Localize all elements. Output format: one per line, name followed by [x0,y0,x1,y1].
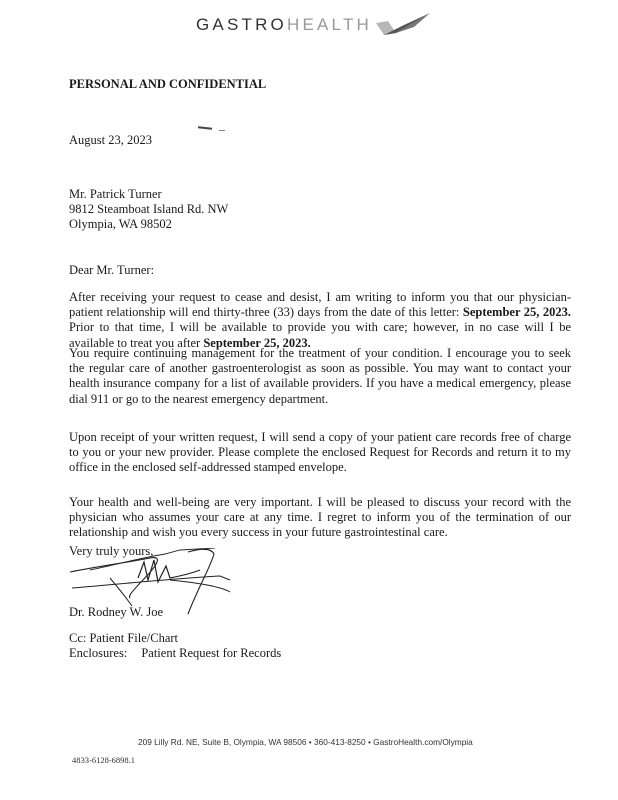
recipient-address [69,187,228,232]
logo-gastro-text: GASTRO [196,15,287,34]
paragraph-records: Upon receipt of your written request, I will send a copy of your patient care records free of charge to you or your new provider. Please complete the enclosed Request for Records and return it to my office in the enclosed self-addressed stamped envelope. [69,430,571,475]
enclosures-label: Enclosures: [69,646,128,660]
footer-contact: 209 Lilly Rd. NE, Suite B, Olympia, WA 98506 • 360-413-8250 • GastroHealth.com/Olympia [138,737,473,747]
cc-block [69,631,281,661]
paragraph-closing: Your health and well-being are very important. I will be pleased to discuss your record with the physician who assumes your care at any time. I regret to inform you of the termination of our relationship and wish you every success in your future gastrointestinal care. [69,495,571,540]
recipient-city: Olympia, WA 98502 [69,217,172,231]
logo-health-text: HEALTH [287,15,373,34]
recipient-street: 9812 Steamboat Island Rd. NW [69,202,229,216]
document-number: 4833-6128-6898.1 [72,755,136,765]
checkmark-swoosh-icon [374,11,432,39]
cc-line: Cc: Patient File/Chart [69,631,179,645]
salutation: Dear Mr. Turner: [69,263,155,277]
paragraph-text: After receiving your request to cease and desist, I am writing to inform you that our physician-patient relationship will end thirty-three (33) days from the date of this letter: [69,290,571,320]
confidential-heading: PERSONAL AND CONFIDENTIAL [69,77,267,91]
enclosures-value: Patient Request for Records [141,646,282,660]
paragraph-termination [69,290,571,351]
termination-date: September 25, 2023. [203,335,311,350]
scan-mark [219,130,225,131]
scan-mark [198,126,212,129]
paragraph-continuing-care: You require continuing management for the treatment of your condition. I encourage you to seek the regular care of another gastroenterologist as soon as possible. You may want to contact your health insurance company for a list of available providers. If you have a medical emergency, please dial 911 or go to the nearest emergency department. [69,346,571,406]
paragraph-text: Prior to that time, I will be available to provide you with care; however, in no case will I be available to treat you after [69,320,571,350]
recipient-name: Mr. Patrick Turner [69,187,162,201]
signer-name: Dr. Rodney W. Joe [69,605,164,619]
gastrohealth-logo [196,8,432,42]
letter-date: August 23, 2023 [69,133,152,147]
termination-date: September 25, 2023. [462,305,572,320]
closing-line: Very truly yours, [69,544,154,558]
